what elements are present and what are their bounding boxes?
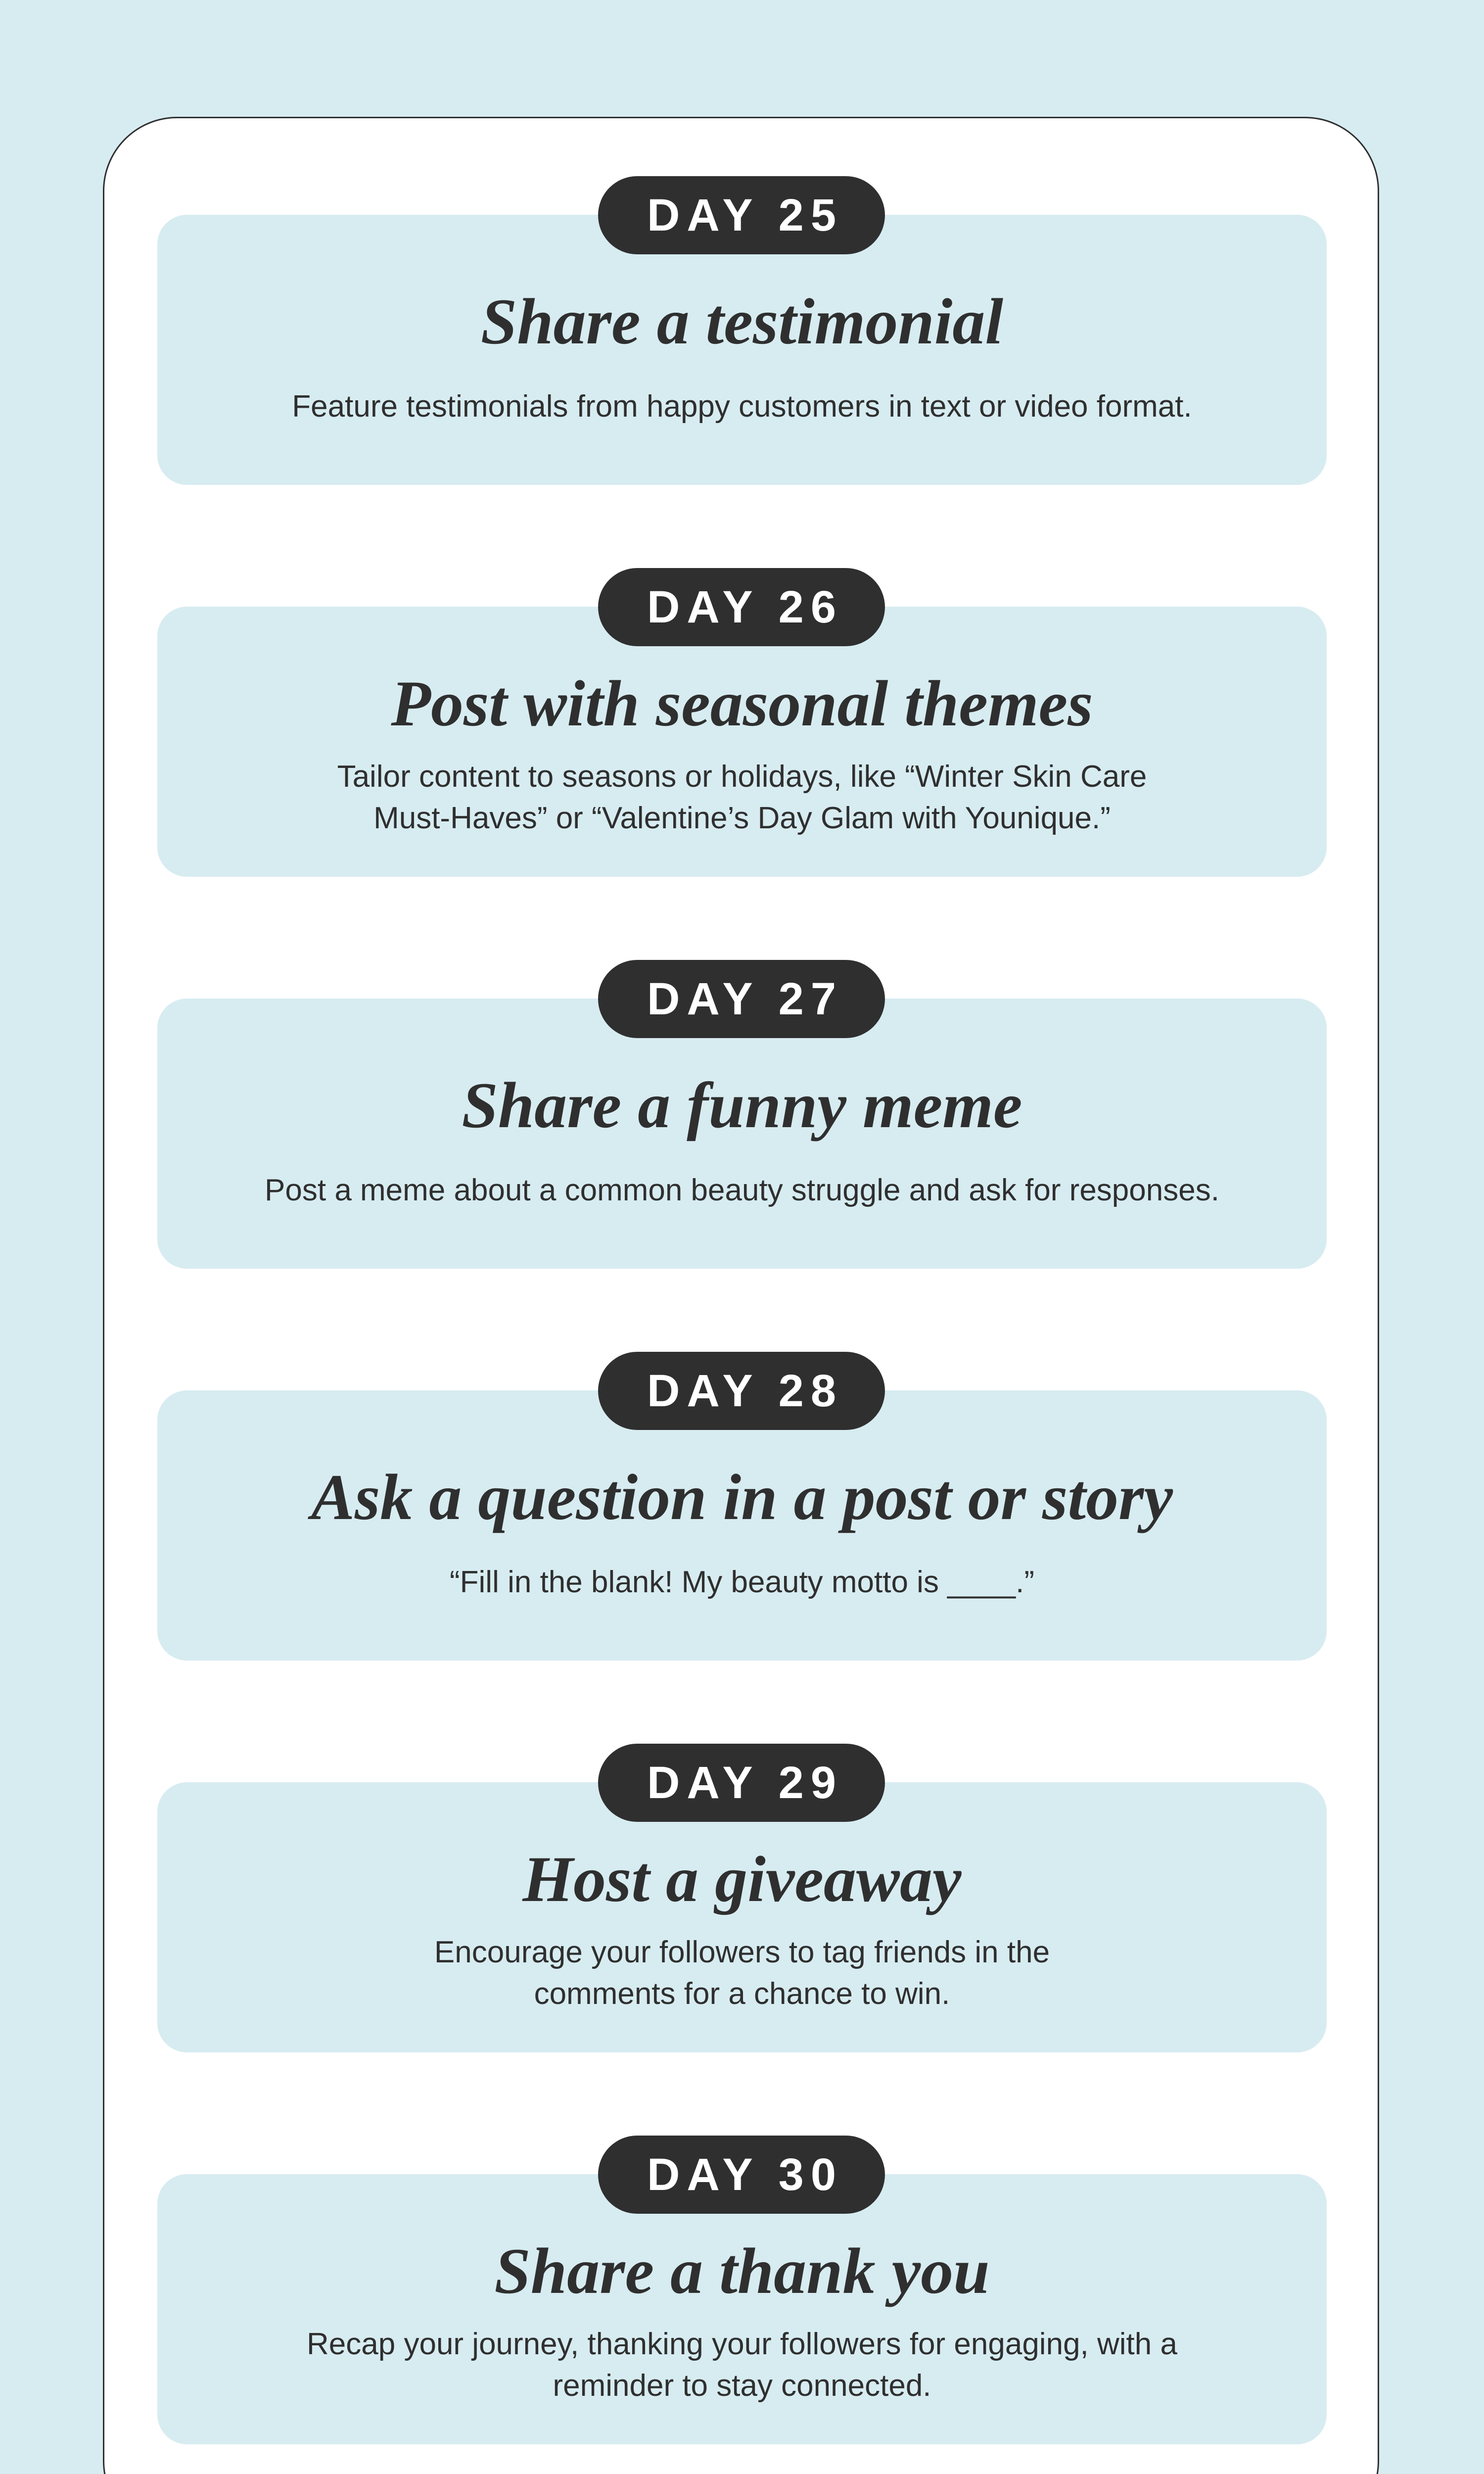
day-description: Tailor content to seasons or holidays, like “Winter Skin Care Must-Haves” or “Valentine’s Day Glam with Younique.” bbox=[337, 760, 1147, 835]
day-card bbox=[157, 1390, 1327, 1661]
day-description: Recap your journey, thanking your followers for engaging, with a reminder to stay connected. bbox=[307, 2327, 1177, 2403]
day-badge: DAY 30 bbox=[598, 2136, 885, 2214]
day-description: “Fill in the blank! My beauty motto is ____.” bbox=[450, 1565, 1034, 1599]
day-card bbox=[157, 607, 1327, 877]
day-badge: DAY 26 bbox=[598, 568, 885, 646]
day-title: Share a thank you bbox=[494, 2235, 990, 2307]
day-title: Ask a question in a post or story bbox=[311, 1461, 1173, 1533]
day-badge: DAY 29 bbox=[598, 1744, 885, 1822]
day-badge: DAY 27 bbox=[598, 960, 885, 1038]
day-description: Feature testimonials from happy customers in text or video format. bbox=[292, 389, 1192, 424]
day-description: Encourage your followers to tag friends in the comments for a chance to win. bbox=[434, 1935, 1050, 2011]
day-description: Post a meme about a common beauty struggle and ask for responses. bbox=[265, 1173, 1219, 1207]
day-title: Host a giveaway bbox=[522, 1843, 962, 1915]
day-badge: DAY 28 bbox=[598, 1352, 885, 1430]
day-title: Post with seasonal themes bbox=[391, 667, 1093, 740]
day-card bbox=[157, 999, 1327, 1269]
day-card bbox=[157, 215, 1327, 485]
day-card bbox=[157, 2174, 1327, 2444]
day-title: Share a testimonial bbox=[480, 285, 1004, 358]
day-title: Share a funny meme bbox=[462, 1069, 1022, 1142]
day-card bbox=[157, 1782, 1327, 2052]
day-badge: DAY 25 bbox=[598, 176, 885, 254]
